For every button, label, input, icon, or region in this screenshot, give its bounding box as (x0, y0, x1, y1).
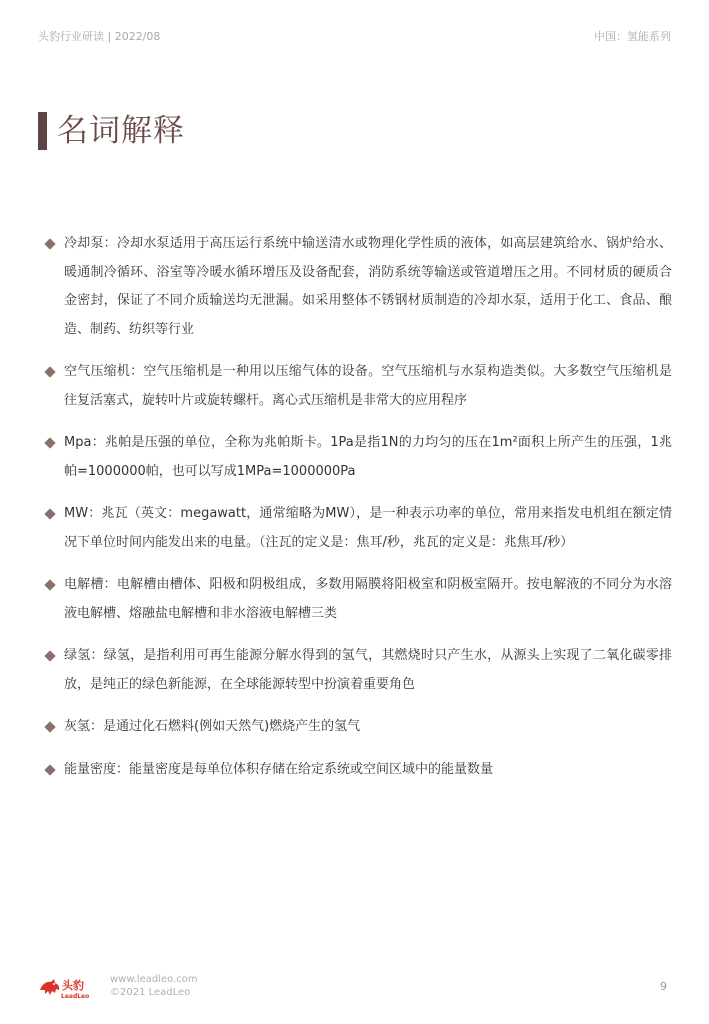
glossary-text: 电解槽：电解槽由槽体、阳极和阴极组成，多数用隔膜将阳极室和阴极室隔开。按电解液的不同分为水溶液电解槽、熔融盐电解槽和非水溶液电解槽三类 (64, 577, 672, 621)
glossary-text: MW：兆瓦（英文：megawatt，通常缩略为MW），是一种表示功率的单位，常用来指发电机组在额定情况下单位时间内能发出来的电量。（注瓦的定义是：焦耳/秒，兆瓦的定义是：兆焦耳/秒） (64, 506, 672, 550)
glossary-text: 绿氢：绿氢，是指利用可再生能源分解水得到的氢气，其燃烧时只产生水，从源头上实现了二氧化碳零排放，是纯正的绿色新能源，在全球能源转型中扮演着重要角色 (64, 648, 672, 692)
section-heading (38, 112, 185, 150)
glossary-list (46, 230, 672, 798)
glossary-item (46, 713, 672, 742)
glossary-text: Mpa：兆帕是压强的单位，全称为兆帕斯卡。1Pa是指1N的力均匀的压在1m²面积上所产生的压强，1兆帕=1000000帕，也可以写成1MPa=1000000Pa (64, 435, 672, 479)
title-accent-bar (38, 112, 47, 150)
glossary-item (46, 642, 672, 699)
page-title: 名词解释 (57, 113, 185, 149)
glossary-text: 空气压缩机：空气压缩机是一种用以压缩气体的设备。空气压缩机与水泵构造类似。大多数空气压缩机是往复活塞式，旋转叶片或旋转螺杆。离心式压缩机是非常大的应用程序 (64, 364, 672, 408)
glossary-item (46, 571, 672, 628)
leadleo-logo (38, 974, 102, 1000)
diamond-bullet-icon (44, 650, 55, 661)
logo-text: 头豹 (62, 979, 84, 992)
header-series-label: 中国：氢能系列 (594, 30, 671, 43)
diamond-bullet-icon (44, 238, 55, 249)
logo-subtext: LeadLeo (61, 993, 90, 1000)
diamond-bullet-icon (44, 764, 55, 775)
glossary-text: 冷却泵：冷却水泵适用于高压运行系统中输送清水或物理化学性质的液体，如高层建筑给水、锅炉给水、暖通制冷循环、浴室等冷暖水循环增压及设备配套，消防系统等输送或管道增压之用。不同材质的硬质合金密封，保证了不同介质输送均无泄漏。如采用整体不锈钢材质制造的冷却水泵，适用于化工、食品、酿造、制药、纺织等行业 (64, 236, 672, 337)
glossary-item (46, 358, 672, 415)
diamond-bullet-icon (44, 579, 55, 590)
diamond-bullet-icon (44, 366, 55, 377)
diamond-bullet-icon (44, 437, 55, 448)
glossary-text: 灰氢：是通过化石燃料(例如天然气)燃烧产生的氢气 (64, 719, 361, 734)
footer-url: www.leadleo.com (110, 974, 198, 985)
glossary-item (46, 429, 672, 486)
glossary-item (46, 230, 672, 344)
glossary-item (46, 756, 672, 785)
header-report-label: 头豹行业研读 | 2022/08 (38, 30, 161, 43)
diamond-bullet-icon (44, 508, 55, 519)
page-number: 9 (660, 980, 667, 993)
glossary-item (46, 500, 672, 557)
footer-copyright: ©2021 LeadLeo (110, 987, 191, 998)
glossary-text: 能量密度：能量密度是每单位体积存储在给定系统或空间区域中的能量数量 (64, 761, 494, 777)
diamond-bullet-icon (44, 721, 55, 732)
